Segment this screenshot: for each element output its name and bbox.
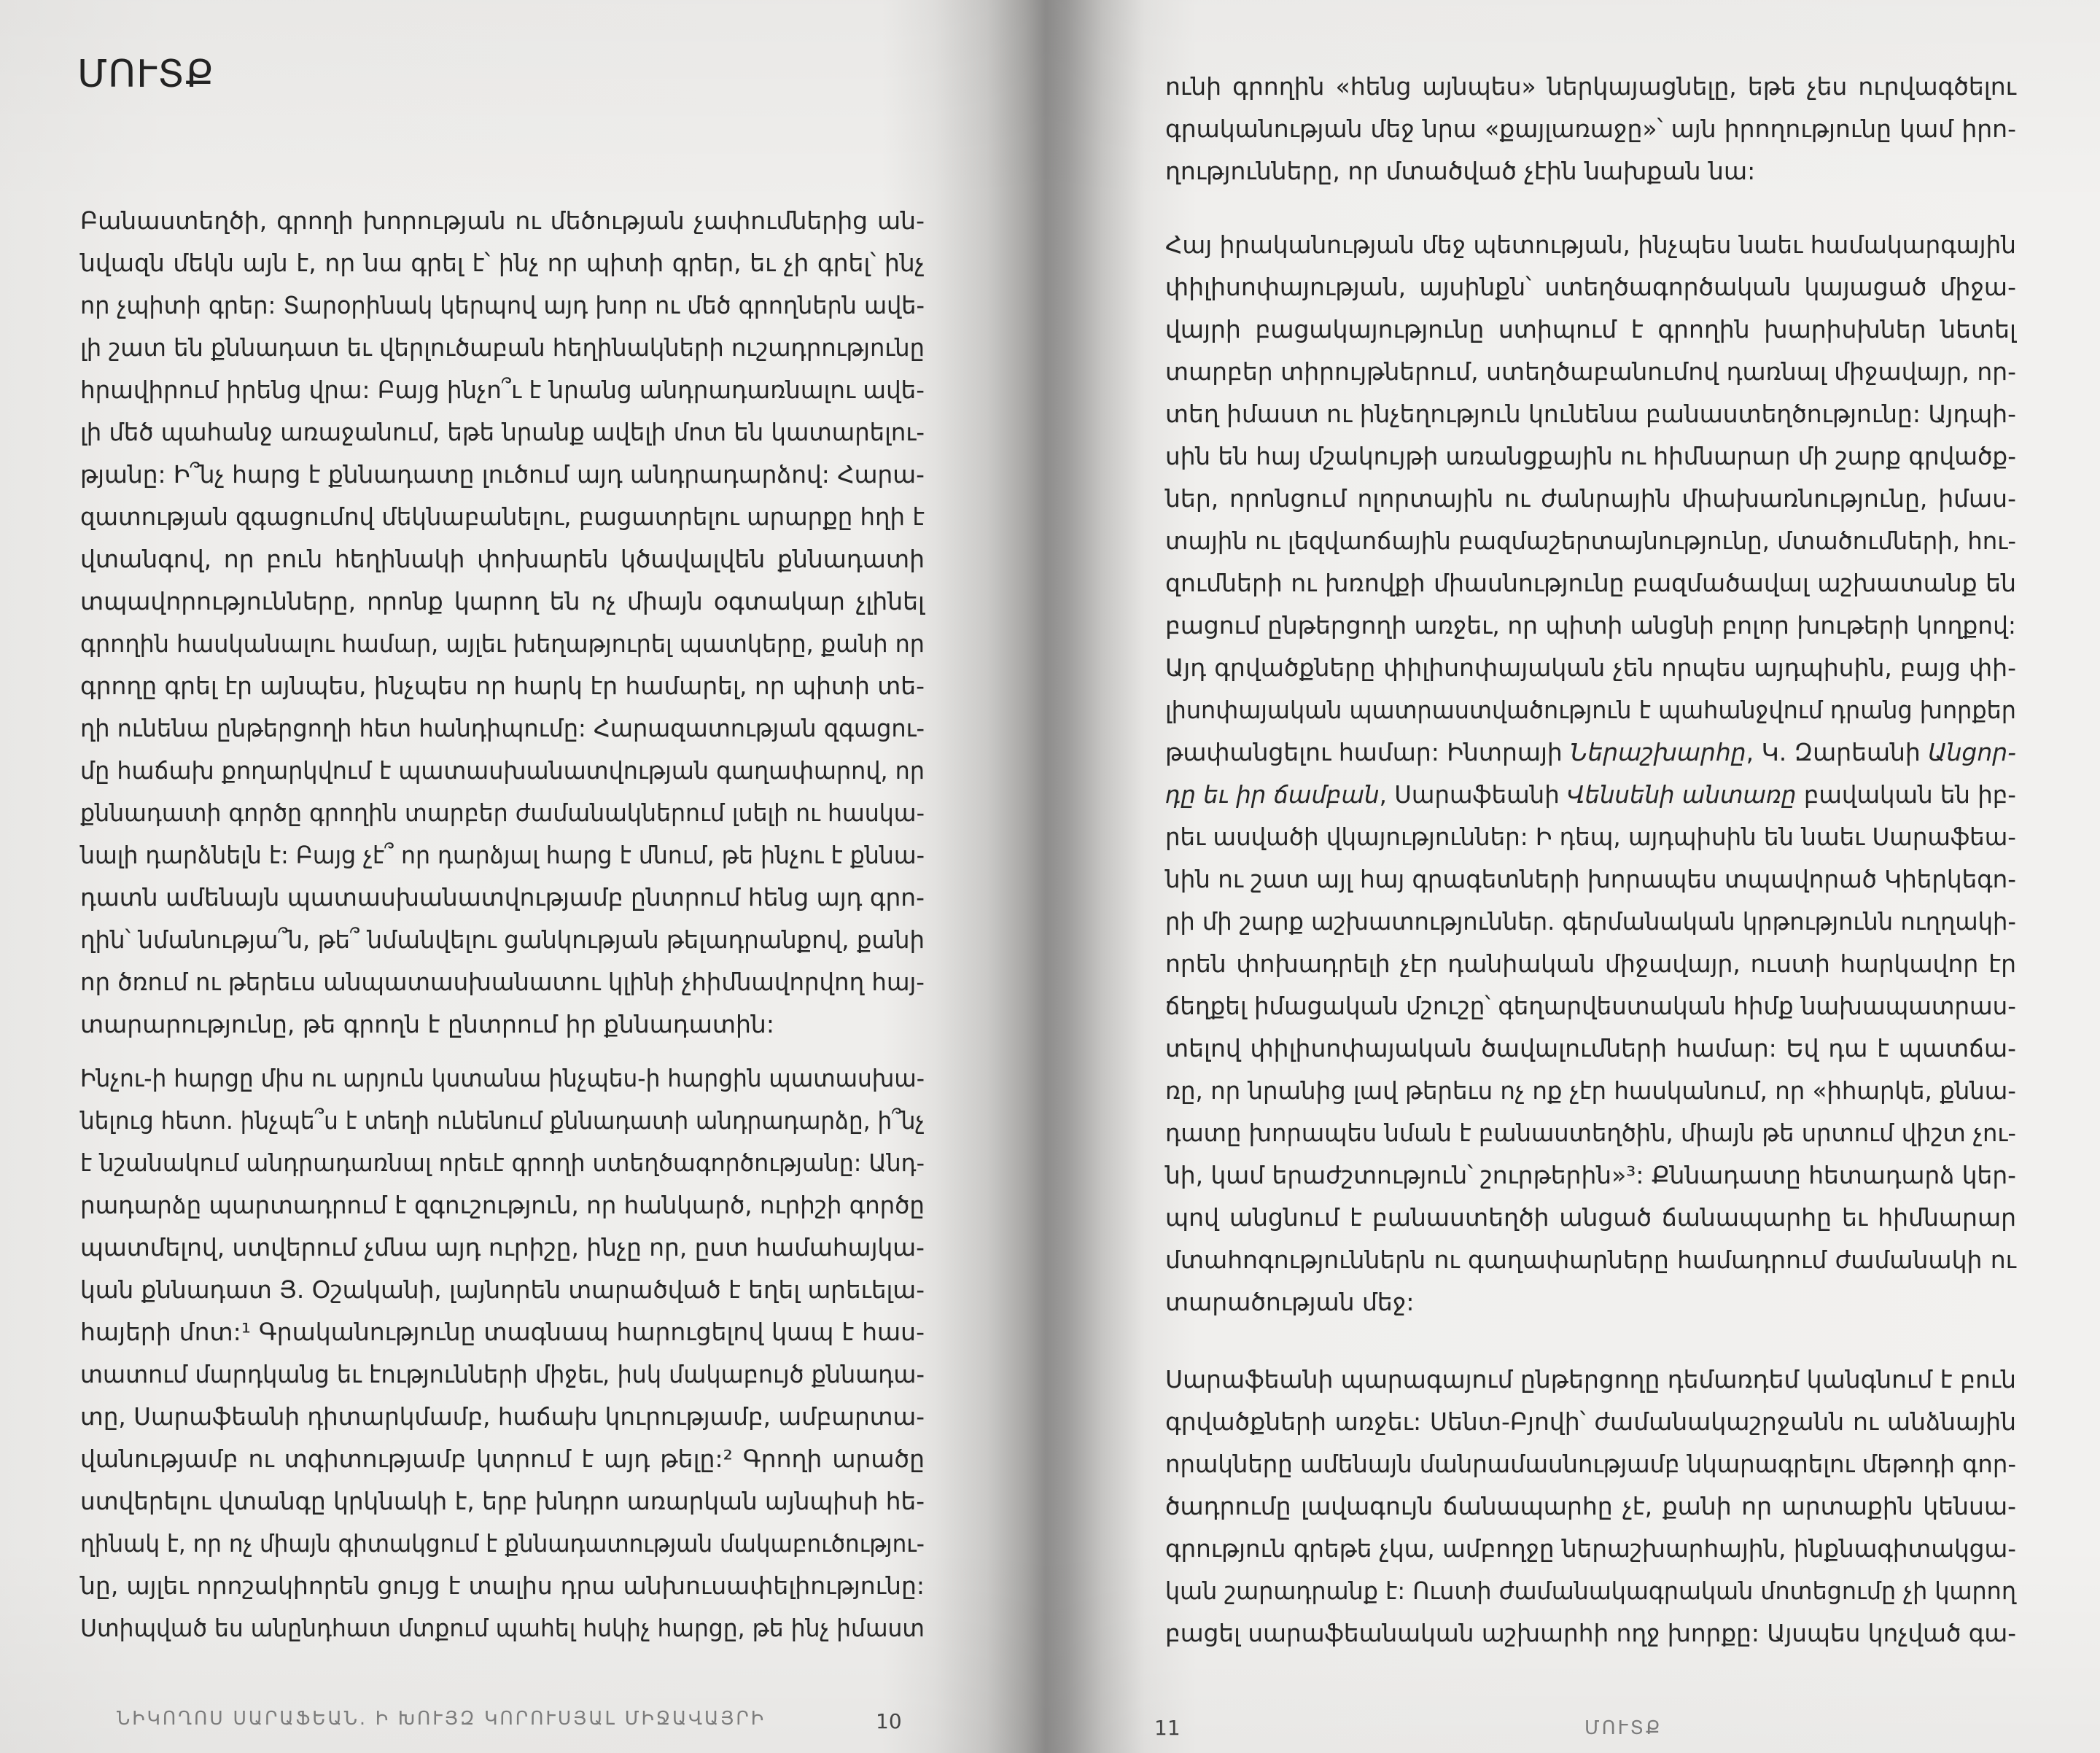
text-line: գրողը գրել էր այնպես, ինչպես որ հարկ էր համարել, որ պիտի տե- [80, 672, 925, 700]
body-paragraph [80, 200, 925, 1046]
text-line: պով անցնում է բանաստեղծի անցած ճանապարհը եւ հիմնարար [1165, 1203, 2016, 1232]
book-title-italic: Ներաշխարհը [1570, 738, 1746, 766]
book-title-italic: Անցոր- [1928, 738, 2016, 766]
text-line: ղինակ է, որ ոչ միայն գիտակցում է քննադատության մակաբուծությու- [80, 1529, 925, 1558]
text-line: Այդ գրվածքները փիլիսոփայական չեն որպես այդպիսին, բայց փի- [1165, 653, 2016, 682]
text-line: կան քննադատ Յ. Օշականի, լայնորեն տարածված է եղել արեւելա- [80, 1275, 925, 1304]
text-line: նվազն մեկն այն է, որ նա գրել է՝ ինչ որ պիտի գրեր, եւ չի գրել՝ ինչ [80, 249, 925, 277]
text-line: նը, այլեւ որոշակիորեն ցույց է տալիս դրա անխուսափելիությունը: [80, 1571, 925, 1600]
text-line: գրություն գրեթե չկա, ամբողջը ներաշխարհային, ինքնագիտակցա- [1165, 1534, 2016, 1563]
text-line: ռը, որ նրանից լավ թերեւս ոչ ոք չէր հասկանում, որ «իհարկե, քննա- [1165, 1076, 2016, 1105]
text-line: ներ, որոնցում ոլորտային ու ժանրային միախառնությունը, իմաս- [1165, 484, 2016, 513]
text-segment: բավական են իբ- [1796, 780, 2016, 809]
right-page [1050, 0, 2100, 1753]
text-line: ճեղքել իմացական մշուշը՝ գեղարվեստական հիմք նախապատրաս- [1165, 992, 2016, 1020]
text-line: Ինչու-ի հարցը միս ու արյուն կստանա ինչպես-ի հարցին պատասխա- [80, 1064, 925, 1092]
text-line: հրավիրում իրենց վրա: Բայց ինչո՞ւ է նրանց անդրադառնալու ավե- [80, 376, 925, 404]
running-title: ՆԻԿՈՂՈՍ ՍԱՐԱՖԵԱՆ. Ի ԽՈՒՅԶ ԿՈՐՈՒՍՅԱԼ ՄԻՋԱՎԱՅՐԻ [117, 1708, 766, 1730]
text-line: տարբեր տիրույթներում, ստեղծաբանումով դառնալ միջավայր, որ- [1165, 357, 2016, 386]
text-line: տատում մարդկանց եւ էությունների միջեւ, իսկ մակաբույծ քննադա- [80, 1360, 925, 1388]
text-line: նալի դարձնելն է: Բայց չէ՞ որ դարձյալ հարց է մնում, թե ինչու է քննա- [80, 841, 925, 869]
text-line: լի շատ են քննադատ եւ վերլուծաբան հեղինակների ուշադրությունը [80, 333, 925, 362]
text-segment: , Սարաֆեանի [1379, 780, 1568, 809]
text-line: տպավորությունները, որոնք կարող են ոչ միայն օգտակար չլինել [80, 587, 925, 615]
text-line: ստվերելու վտանգը կրկնակի է, երբ խնդրո առարկան այնպիսի հե- [80, 1487, 925, 1515]
left-page [0, 0, 1035, 1753]
text-line: ղի ունենա ընթերցողի հետ հանդիպումը: Հարազատության զգացու- [80, 714, 925, 742]
text-line: դատը խորապես նման է բանաստեղծին, միայն թե սրտում վիշտ չու- [1165, 1119, 2016, 1147]
text-line: է նշանակում անդրադառնալ որեւէ գրողի ստեղծագործությանը: Անդ- [80, 1148, 925, 1177]
text-line: որակները ամենայն մանրամասնությամբ նկարագրելու մեթոդի գոր- [1165, 1450, 2016, 1478]
text-line: րադարձը պարտադրում է զգուշություն, որ հանկարծ, ուրիշի գործը [80, 1191, 925, 1219]
text-line: զումների ու խռովքի միասնությունը բազմածավալ աշխատանք են [1165, 569, 2016, 597]
running-title: ՄՈՒՏՔ [1584, 1717, 1662, 1739]
page-number: 11 [1154, 1716, 1181, 1740]
text-line: տարածության մեջ: [1165, 1288, 1415, 1316]
text-line: վայրի բացակայությունը ստիպում է գրողին խարիսխներ նետել [1165, 315, 2016, 343]
book-title-italic: դը եւ իր ճամբան [1165, 780, 1380, 809]
text-line: րեւ ասվածի վկայություններ: Ի դեպ, այդպիսին են նաեւ Սարաֆեա- [1165, 823, 2016, 851]
body-paragraph [80, 1057, 925, 1649]
page-number: 10 [876, 1709, 902, 1733]
text-line: զատության զգացումով մեկնաբանելու, բացատրելու արարքը հղի է [80, 502, 925, 531]
text-line: վանությամբ ու տգիտությամբ կտրում է այդ թելը:² Գրողի արածը [80, 1445, 925, 1473]
text-line: րի մի շարք աշխատություններ. գերմանական կրթությունն ուղղակի- [1165, 907, 2016, 936]
text-line: տը, Սարաֆեանի դիտարկմամբ, հաճախ կուրությամբ, ամբարտա- [80, 1402, 925, 1431]
body-paragraph [1165, 224, 2016, 1324]
text-line: հայերի մոտ:¹ Գրականությունը տագնապ հարուցելով կապ է հաս- [80, 1318, 925, 1346]
text-line: բացում ընթերցողի առջեւ, որ պիտի անցնի բոլոր խութերի կողքով: [1165, 611, 2016, 640]
text-line: նելուց հետո. ինչպե՞ս է տեղի ունենում քննադատի անդրադարձը, ի՞նչ [80, 1106, 925, 1135]
text-line: մտահոգություններն ու գաղափարները համադրում ժամանակի ու [1165, 1245, 2016, 1274]
text-line: լի մեծ պահանջ առաջանում, եթե նրանք ավելի մոտ են կատարելու- [80, 418, 925, 446]
text-line: պատմելով, ստվերում չմնա այդ ուրիշը, ինչը որ, ըստ համահայկա- [80, 1233, 925, 1262]
text-line: գրվածքների առջեւ: Սենտ-Բյովի՝ ժամանակաշրջանն ու անձնային [1165, 1407, 2016, 1436]
text-line: տելով փիլիսոփայական ծավալումների համար: Եվ դա է պատճա- [1165, 1034, 2016, 1062]
text-line: որեն փոխադրելի չէր դանիական միջավայր, ուստի հարկավոր էր [1165, 949, 2016, 978]
body-paragraph [1165, 1359, 2016, 1655]
text-line: վտանգով, որ բուն հեղինակի փոխարեն կծավալվեն քննադատի [80, 545, 925, 573]
text-line: գրականության մեջ նրա «քայլառաջը»՝ այն իրողությունը կամ իրո- [1165, 114, 2016, 143]
text-line: ղությունները, որ մտածված չէին նախքան նա: [1165, 157, 1756, 185]
text-line [1165, 774, 2016, 816]
text-line: դատն ամենայն պատասխանատվությամբ ընտրում հենց այդ գրո- [80, 883, 925, 912]
text-line: Բանաստեղծի, գրողի խորության ու մեծության չափումներից ան- [80, 206, 925, 235]
text-line: տարարությունը, թե գրողն է ընտրում իր քննադատին: [80, 1010, 774, 1038]
text-line: որ չպիտի գրեր: Տարօրինակ կերպով այդ խոր ու մեծ գրողներն ավե- [80, 291, 925, 319]
text-line: մը հաճախ քողարկվում է պատասխանատվության գաղափարով, որ [80, 756, 925, 785]
text-segment: թափանցելու համար: Ինտրայի [1165, 738, 1571, 766]
text-line: տային ու լեզվաոճային բազմաշերտայնությունը, մտածումների, հու- [1165, 526, 2016, 555]
book-title-italic: Վենսենի անտառը [1567, 780, 1797, 809]
text-line: Սարաֆեանի պարագայում ընթերցողը դեմառդեմ կանգնում է բուն [1165, 1365, 2016, 1394]
text-line: ղին՝ նմանությա՞ն, թե՞ նմանվելու ցանկության թելադրանքով, քանի [80, 925, 925, 954]
text-line: կան շարադրանք է: Ուստի ժամանակագրական մոտեցումը չի կարող [1165, 1577, 2016, 1605]
body-paragraph [1165, 66, 2016, 193]
text-line: քննադատի գործը գրողին տարբեր ժամանակներում լսելի ու հասկա- [80, 798, 925, 827]
text-line: բացել սարաֆեանական աշխարհի ողջ խորքը: Այսպես կոչված գա- [1165, 1619, 2016, 1647]
text-line: նին ու շատ այլ հայ գրագետների խորապես տպավորած Կիերկեգո- [1165, 865, 2016, 893]
text-line: Հայ իրականության մեջ պետության, ինչպես նաեւ համակարգային [1165, 230, 2016, 259]
text-line: նի, կամ երաժշտություն՝ շուրթերին»³: Քննադատը հետադարձ կեր- [1165, 1161, 2016, 1189]
text-line: թյանը: Ի՞նչ հարց է քննադատը լուծում այդ անդրադարձով: Հարա- [80, 460, 925, 489]
text-line: որ ծռում ու թերեւս անպատասխանատու կլինի չհիմնավորվող հայ- [80, 968, 925, 996]
text-line: տեղ իմաստ ու ինչեղություն կունենա բանաստեղծությունը: Այդպի- [1165, 400, 2016, 428]
text-line: գրողին հասկանալու համար, այլեւ խեղաթյուրել պատկերը, քանի որ [80, 629, 925, 658]
text-line: ծադրումը լավագույն ճանապարհը չէ, քանի որ արտաքին կենսա- [1165, 1492, 2016, 1520]
chapter-heading: ՄՈՒՏՔ [77, 53, 215, 96]
text-segment: , Կ. Զարեանի [1746, 738, 1929, 766]
text-line [1165, 731, 2016, 774]
text-line: լիսոփայական պատրաստվածություն է պահանջվում դրանց խորքեր [1165, 696, 2016, 724]
text-line: սին են հայ մշակույթի առանցքային ու հիմնարար մի շարք գրվածք- [1165, 442, 2016, 470]
text-line: ունի գրողին «հենց այնպես» ներկայացնելը, եթե չես ուրվագծելու [1165, 72, 2016, 101]
text-line: Ստիպված ես անընդհատ մտքում պահել հսկիչ հարցը, թե ինչ իմաստ [80, 1614, 925, 1642]
text-line: փիլիսոփայության, այսինքն՝ ստեղծագործական կայացած միջա- [1165, 273, 2016, 301]
